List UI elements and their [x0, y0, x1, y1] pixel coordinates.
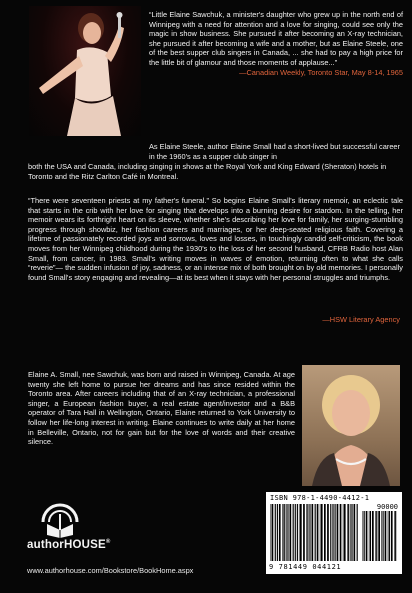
literary-review: “There were seventeen priests at my father's funeral.” So begins Elaine Small's literary memoir, an eclectic tale that starts in the crib with her love for singing that develops into a burning desire for stardom. In the telling, her memoir wears its forthright heart on its sleeve, whether she's describing her love for family, her surging-stumbling progress through showbiz, her fashion careers and marriages, or her deep-seated religious faith. Covering a lifetime of passionately recorded joys and sorrows, loves and losses, in touchingly candid self-criticism, the book moves from her Winnipeg childhood during the 1930's to the loss of her second husband, CFRB Radio host Alan Small, from cancer, in 1983. Small's writing moves in waves of emotion, returning often to what she calls “reverie”— the sudden infusion of joy, sadness, or an intense mix of both brought on by old memories. I personally found Small's story engaging and revealing—at its best when it stays with her personal struggles and triumphs.	[28, 196, 403, 282]
barcode-bar	[357, 504, 358, 561]
barcode-bar	[391, 511, 393, 561]
barcode-bar	[282, 504, 283, 561]
barcode-bar	[275, 504, 276, 561]
barcode-bar	[335, 504, 336, 561]
barcode-bar	[306, 504, 307, 561]
ean-digits: 9 781449 044121	[269, 563, 342, 571]
intro-paragraph-line1: As Elaine Steele, author Elaine Small had a short-lived but successful career in the 1960's as a supper club singer in	[149, 142, 401, 161]
barcode-bar	[299, 504, 300, 561]
barcode-bar	[300, 504, 302, 561]
barcode-bar	[320, 504, 321, 561]
barcode-bar	[370, 511, 371, 561]
publisher-url[interactable]: www.authorhouse.com/Bookstore/BookHome.aspx	[27, 566, 194, 575]
barcode-bar	[395, 511, 396, 561]
barcode-bar	[312, 504, 314, 561]
singer-photo	[29, 6, 141, 136]
barcode-bar	[354, 504, 356, 561]
barcode-bar	[337, 504, 339, 561]
isbn-label: ISBN 978-1-4490-4412-1	[270, 494, 370, 502]
newspaper-quote-citation: —Canadian Weekly, Toronto Star, May 8-14, 1965	[239, 67, 403, 77]
barcode-bar	[330, 504, 331, 561]
barcode-bar	[324, 504, 326, 561]
barcode-bar	[385, 511, 387, 561]
barcode-bar	[303, 504, 305, 561]
barcode-bar	[317, 504, 319, 561]
barcode-bar	[333, 504, 334, 561]
barcode-bar	[287, 504, 288, 561]
barcode-bar	[295, 504, 296, 561]
barcode-bar	[271, 504, 272, 561]
barcode-bar	[290, 504, 292, 561]
barcode-bar	[297, 504, 298, 561]
barcode-bar	[376, 511, 377, 561]
newspaper-quote	[149, 10, 403, 77]
barcode-bar	[375, 511, 376, 561]
barcode-bar	[343, 504, 344, 561]
barcode-bar	[364, 511, 365, 561]
newspaper-quote-text: “Little Elaine Sawchuk, a minister's daughter who grew up in the north end of Winnipeg with a need for attention and a love for singing, could see only the magic in show business. She pursued it after becoming an X-ray technician, she pursued it after becoming a wife and a mother, but as Elaine Steele, one of the best supper club singers in Canada, ... she had to pay a high price for the little bit of glamour and those moments of applause...”	[149, 10, 403, 67]
literary-review-citation: —HSW Literary Agency	[322, 315, 400, 324]
barcode-bar	[286, 504, 287, 561]
barcode-bar	[332, 504, 333, 561]
barcode-bar	[283, 504, 284, 561]
barcode-bar	[293, 504, 294, 561]
ean-bars	[270, 504, 358, 561]
barcode-bar	[340, 504, 342, 561]
barcode-bar	[344, 504, 346, 561]
book-arch-icon	[40, 500, 80, 538]
barcode-bar	[348, 504, 349, 561]
barcode-bar	[383, 511, 384, 561]
barcode-bar	[372, 511, 374, 561]
barcode-bar	[307, 504, 308, 561]
barcode-bar	[309, 504, 310, 561]
intro-paragraph-line2: both the USA and Canada, including singing in shows at the Royal York and King Edward (Sheraton) hotels in Toronto and the Ritz Carlton Café in Montreal.	[28, 162, 387, 181]
barcode-bar	[284, 504, 285, 561]
barcode-bar	[363, 511, 364, 561]
barcode-bar	[350, 504, 351, 561]
author-photo-illustration	[302, 365, 400, 486]
barcode-bar	[315, 504, 316, 561]
barcode-bar	[277, 504, 278, 561]
barcode-bar	[321, 504, 323, 561]
barcode-bar	[389, 511, 390, 561]
addon-bars	[362, 511, 398, 561]
singer-photo-illustration	[29, 6, 141, 136]
barcode-bar	[272, 504, 274, 561]
barcode-bar	[378, 511, 380, 561]
barcode-bar	[352, 504, 353, 561]
barcode-bar	[351, 504, 352, 561]
price-code: 90000	[376, 503, 398, 511]
publisher-logo	[27, 500, 111, 558]
barcode-bar	[327, 504, 329, 561]
barcode-bar	[394, 511, 395, 561]
publisher-name: authorHOUSE®	[27, 539, 111, 551]
isbn-barcode	[266, 492, 402, 574]
author-photo	[302, 365, 400, 486]
barcode-bar	[366, 511, 368, 561]
barcode-bar	[347, 504, 348, 561]
barcode-bar	[381, 511, 382, 561]
barcode-bar	[369, 511, 370, 561]
barcode-bar	[279, 504, 281, 561]
author-bio: Elaine A. Small, nee Sawchuk, was born and raised in Winnipeg, Canada. At age twenty she left home to pursue her dreams and has since resided within the Toronto area. After careers including that of an X-ray technician, a professional singer, a European fashion buyer, a real estate agent/investor and a B&B operator of Tara Hall in Wellington, Ontario, Elaine returned to York University to follow her life-long interest in writing. Elaine continues to write daily at her home in Belleville, Ontario, not for gain but for the love of words and their creative silence.	[28, 370, 295, 447]
barcode-bar	[388, 511, 389, 561]
